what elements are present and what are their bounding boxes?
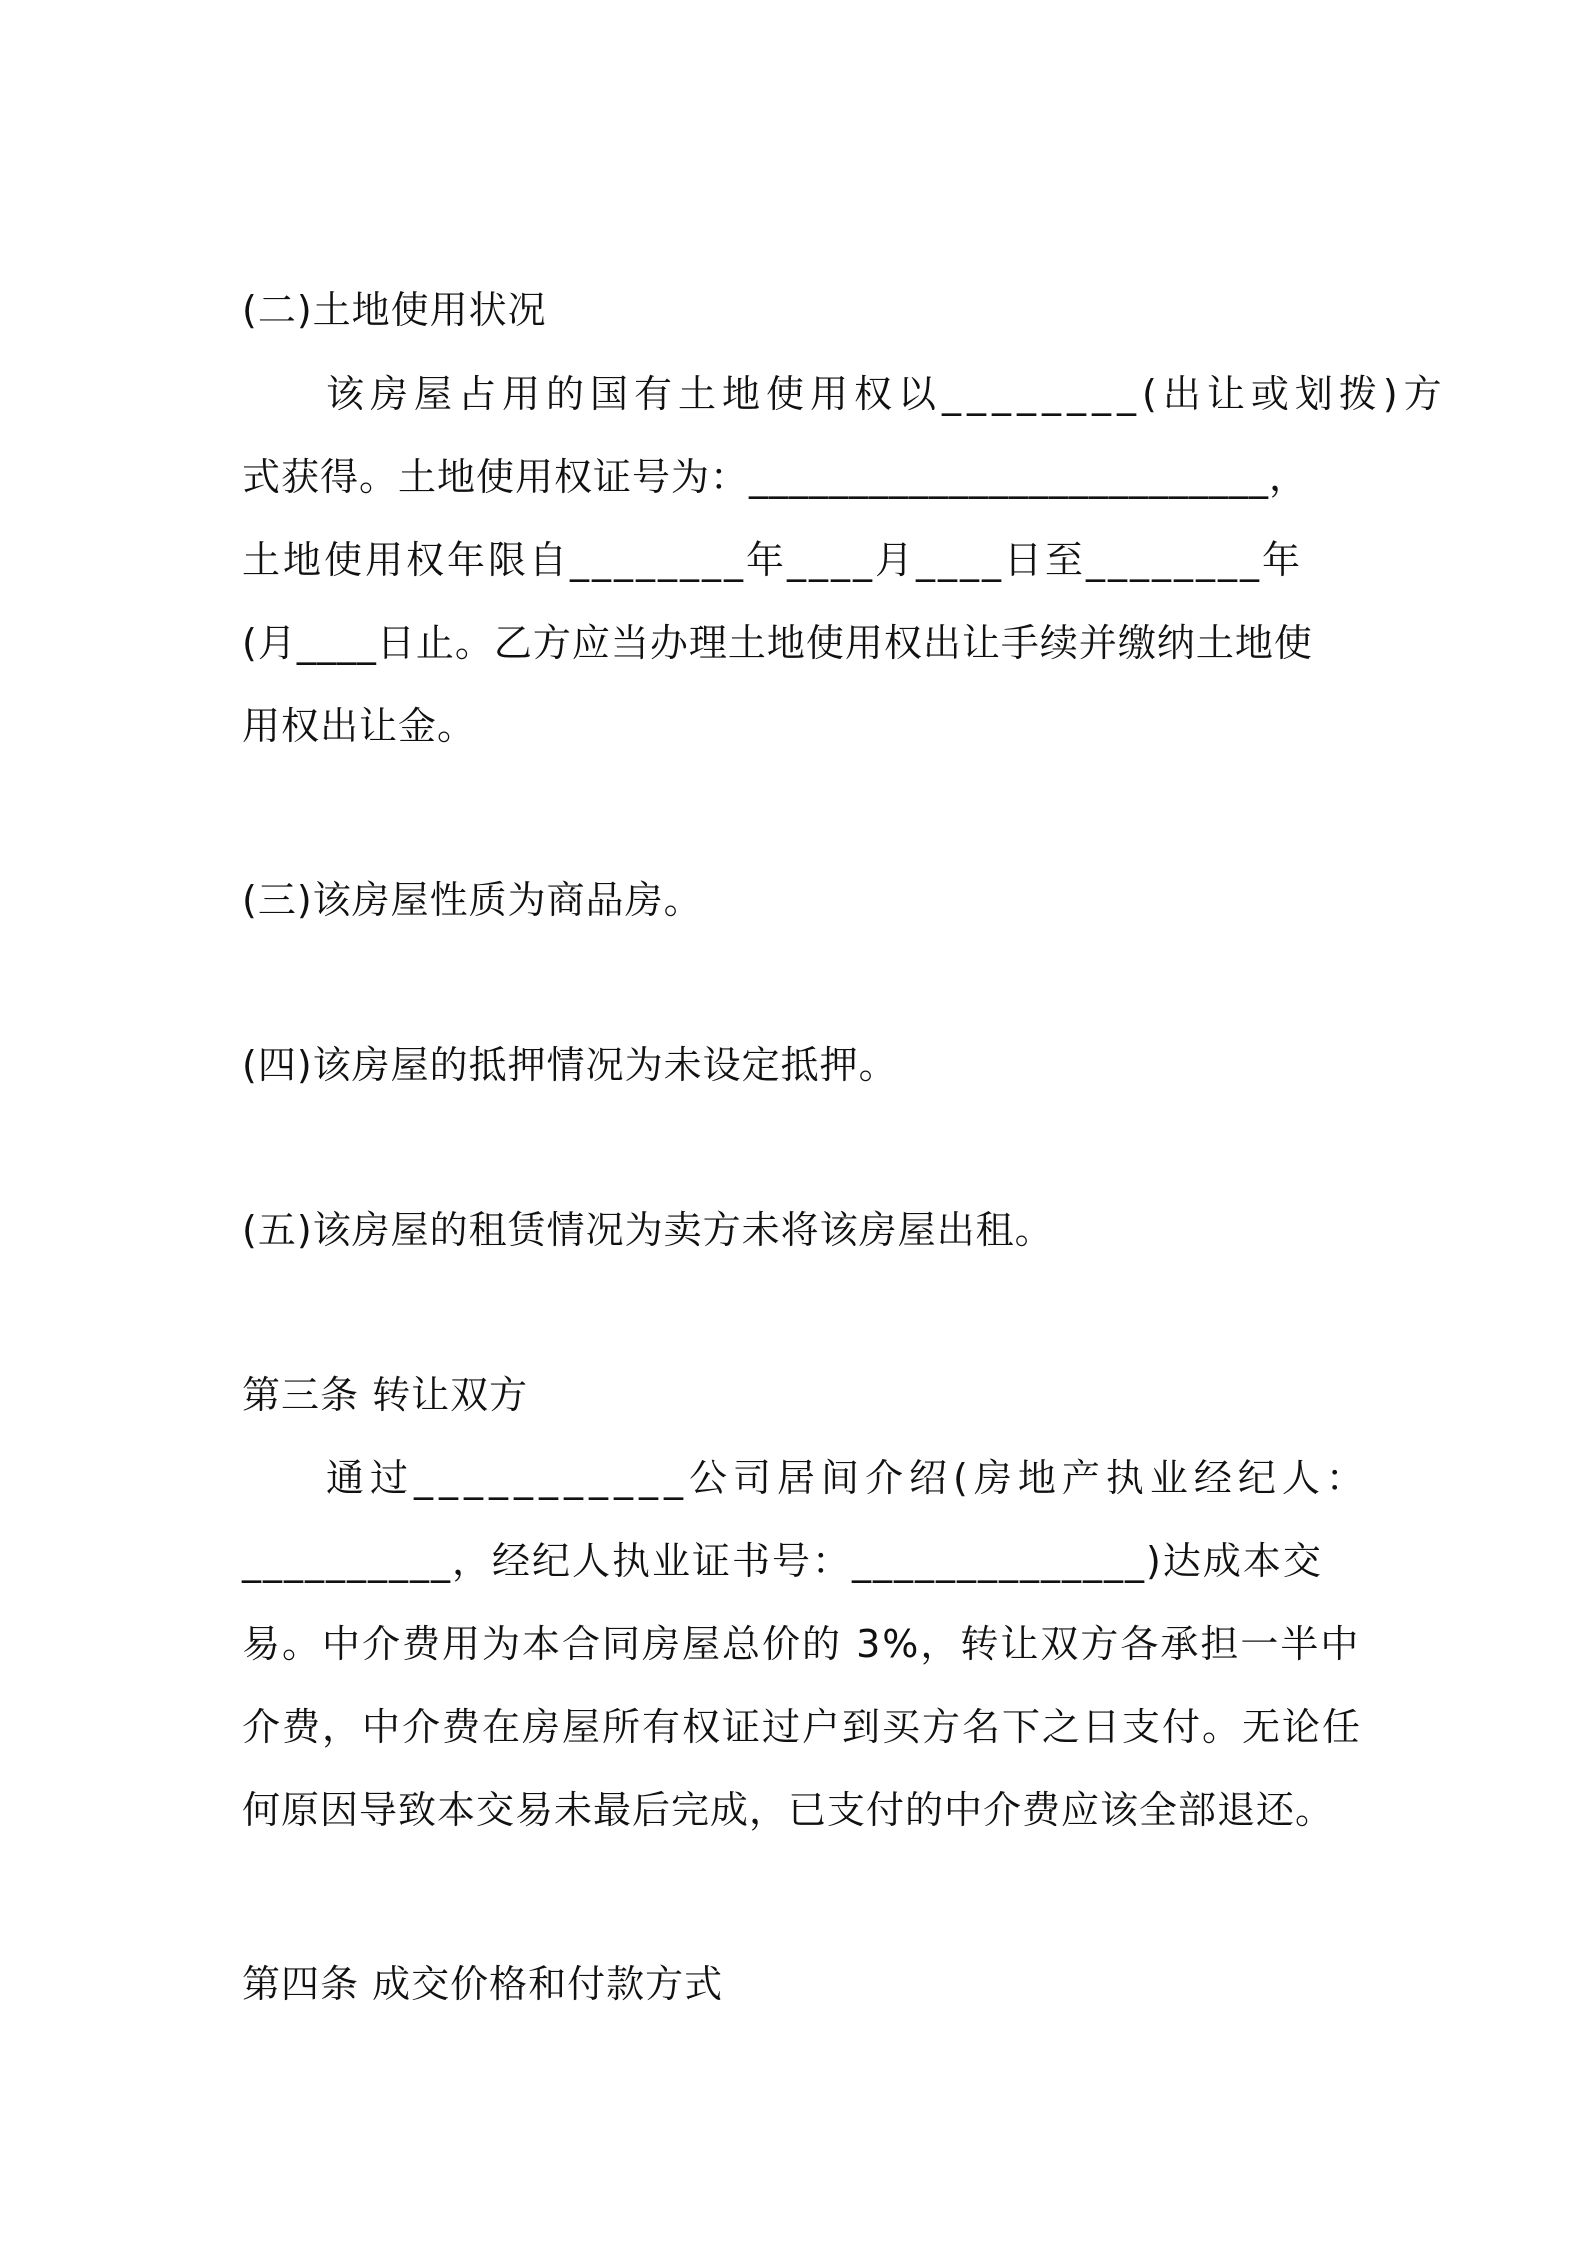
paragraph-line: 易。中介费用为本合同房屋总价的 3%，转让双方各承担一半中 bbox=[242, 1622, 1361, 1666]
paragraph-line: __________，经纪人执业证书号：______________)达成本交 bbox=[242, 1539, 1323, 1583]
item-property-nature: (三)该房屋性质为商品房。 bbox=[242, 878, 703, 922]
paragraph-line: 通过___________公司居间介绍(房地产执业经纪人： bbox=[326, 1456, 1370, 1500]
paragraph-line: 土地使用权年限自________年____月____日至________年 bbox=[242, 538, 1304, 582]
article-heading-parties: 第三条 转让双方 bbox=[242, 1373, 529, 1417]
item-lease-status: (五)该房屋的租赁情况为卖方未将该房屋出租。 bbox=[242, 1208, 1054, 1252]
paragraph-line: 式获得。土地使用权证号为：__________________________， bbox=[242, 455, 1309, 499]
paragraph-line: 用权出让金。 bbox=[242, 704, 477, 748]
paragraph-line: (月____日止。乙方应当办理土地使用权出让手续并缴纳土地使 bbox=[242, 621, 1313, 665]
paragraph-line: 该房屋占用的国有土地使用权以________(出让或划拨)方 bbox=[326, 372, 1448, 416]
section-heading-land-use: (二)土地使用状况 bbox=[242, 288, 547, 332]
paragraph-line: 介费，中介费在房屋所有权证过户到买方名下之日支付。无论任 bbox=[242, 1705, 1363, 1749]
article-heading-price-payment: 第四条 成交价格和付款方式 bbox=[242, 1962, 724, 2006]
paragraph-line: 何原因导致本交易未最后完成，已支付的中介费应该全部退还。 bbox=[242, 1788, 1335, 1832]
item-mortgage-status: (四)该房屋的抵押情况为未设定抵押。 bbox=[242, 1043, 898, 1087]
